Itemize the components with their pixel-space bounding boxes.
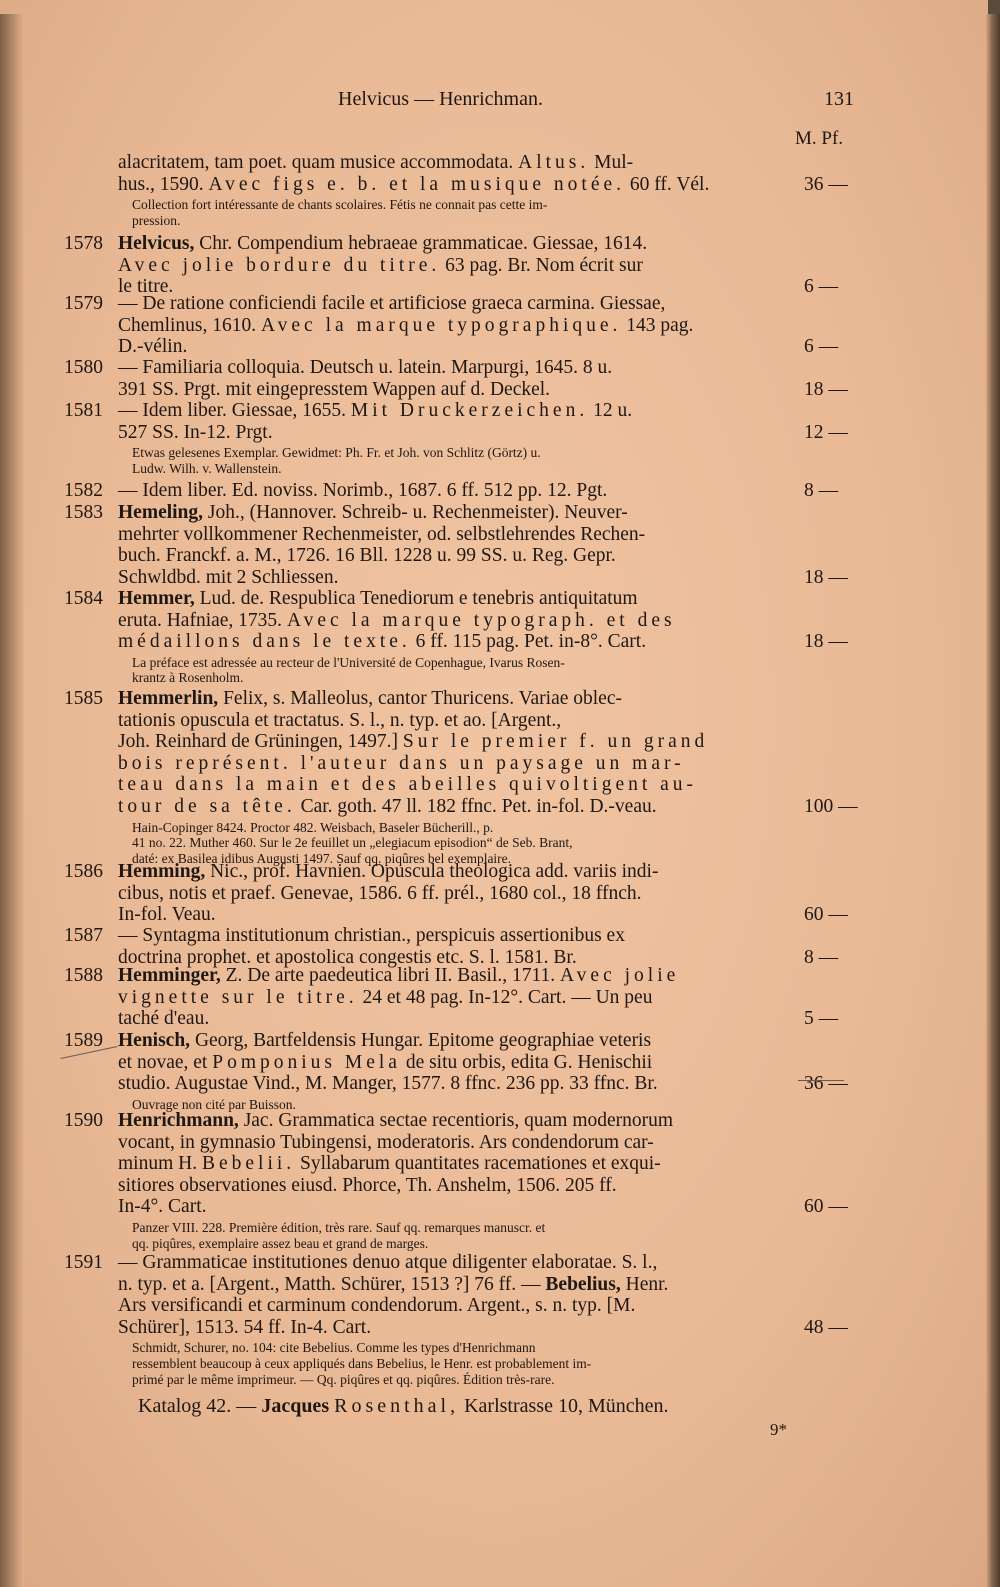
line-segment: In-4°. Cart.: [118, 1196, 207, 1218]
line-segment: Avec la marque typographique.: [261, 314, 622, 336]
line-segment: Avec figs e. b. et la musique notée.: [208, 173, 626, 195]
line-segment: Hemminger,: [118, 965, 221, 986]
entry-number: 1583: [64, 502, 103, 523]
entry-number: 1581: [64, 400, 103, 421]
line-segment: Sur le premier f. un grand: [402, 731, 709, 753]
line-segment: Schwldbd. mit 2 Schliessen.: [118, 566, 339, 588]
entry-line: [118, 524, 645, 546]
entry-price: 8 —: [804, 946, 839, 968]
entry-line: [118, 152, 633, 174]
entry-number: 1580: [64, 357, 103, 378]
entry-line: [118, 731, 708, 753]
line-segment: 527 SS. In-12. Prgt.: [118, 421, 273, 443]
line-segment: Henrichmann,: [118, 1110, 239, 1131]
entry-line: [118, 233, 647, 255]
line-segment: hus., 1590.: [118, 173, 209, 195]
entry-price: 60 —: [804, 1196, 848, 1218]
entry-note: La préface est adressée au recteur de l'Université de Copenhague, Ivarus Rosen-: [132, 654, 565, 670]
entry-note: Panzer VIII. 228. Première édition, très rare. Sauf qq. remarques manuscr. et: [132, 1220, 546, 1235]
line-segment: sitiores observationes eiusd. Phorce, Th. Anshelm, 1506. 205 ff.: [118, 1174, 617, 1196]
line-segment: minum H.: [118, 1153, 202, 1175]
line-segment: Georg, Bartfeldensis Hungar. Epitome geographiae veteris: [190, 1030, 652, 1051]
line-segment: de situ orbis, edita G. Henischii: [400, 1051, 653, 1073]
entry-line: [118, 1052, 652, 1074]
line-segment: tationis opuscula et tractatus. S. l., n. typ. et ao. [Argent.,: [118, 709, 562, 731]
entry-line: [118, 1073, 658, 1095]
entry-line: [118, 631, 646, 653]
entry-line: [118, 987, 652, 1009]
entry-price: 48 —: [804, 1316, 848, 1338]
line-segment: — Idem liber. Ed. noviss. Norimb., 1687. 6 ff. 512 pp. 12. Pgt.: [118, 480, 608, 501]
line-segment: buch. Franckf. a. M., 1726. 16 Bll. 1228 u. 99 SS. u. Reg. Gepr.: [118, 545, 616, 567]
entry-note: Ludw. Wilh. v. Wallenstein.: [132, 460, 282, 476]
entry-note: daté: ex Basilea idibus Augusti 1497. Sauf qq. piqûres bel exemplaire.: [132, 850, 512, 866]
entry-price: 100 —: [804, 796, 858, 817]
entry-price: 18 —: [804, 378, 848, 400]
entry-price: 18 —: [804, 631, 848, 653]
entry-line: [118, 567, 338, 589]
line-segment: Henr.: [620, 1273, 669, 1295]
line-segment: bois représent. l'auteur dans un paysage un mar-: [118, 752, 685, 774]
line-segment: Car. goth. 47 ll. 182 ffnc. Pet. in-fol. D.-veau.: [295, 796, 657, 817]
entry-line: [118, 480, 607, 502]
line-segment: cibus, notis et praef. Genevae, 1586. 6 ff. prél., 1680 col., 18 ffnch.: [118, 882, 642, 904]
entry-line: [118, 904, 216, 926]
line-segment: Nic., prof. Havnien. Opuscula theologica add. variis indi-: [205, 861, 659, 882]
entry-line: [118, 502, 628, 524]
entry-note: krantz à Rosenholm.: [132, 670, 244, 686]
entry-note: Schmidt, Schurer, no. 104: cite Bebelius. Comme les types d'Henrichmann: [132, 1340, 536, 1356]
entry-line: [118, 422, 273, 444]
entry-line: [118, 965, 679, 987]
entry-number: 1587: [64, 925, 103, 946]
line-segment: 63 pag. Br. Nom écrit sur: [440, 254, 643, 276]
line-segment: Joh. Reinhard de Grüningen, 1497.]: [118, 731, 403, 753]
entry-number: 1584: [64, 588, 103, 609]
line-segment: taché d'eau.: [118, 1008, 210, 1030]
line-segment: D.-vélin.: [118, 336, 188, 358]
entry-price: 60 —: [804, 904, 848, 926]
page-edge: [986, 14, 1000, 1587]
entry-line: [118, 336, 187, 358]
entry-price: 12 —: [804, 421, 848, 443]
line-segment: studio. Augustae Vind., M. Manger, 1577. 8 ffnc. 236 pp. 33 ffnc. Br.: [118, 1073, 658, 1095]
line-segment: vignette sur le titre.: [118, 986, 358, 1008]
entry-line: [118, 1030, 651, 1052]
line-segment: Henisch,: [118, 1030, 191, 1051]
entry-price: 18 —: [804, 566, 848, 588]
running-title: Helvicus — Henrichman.: [338, 88, 543, 110]
line-segment: alacritatem, tam poet. quam musice accommodata.: [118, 152, 519, 173]
entry-note: 41 no. 22. Muther 460. Sur le 2e feuillet un „elegiacum episodion“ de Seb. Brant,: [132, 835, 573, 851]
footer-dealer-first: Jacques: [261, 1395, 330, 1417]
line-segment: Avec jolie bordure du titre.: [118, 254, 441, 276]
entry-line: [118, 1153, 661, 1175]
entry-note: Collection fort intéressante de chants scolaires. Fétis ne connait pas cette im-: [132, 197, 548, 213]
entry-line: [118, 1110, 673, 1132]
signature-mark: 9*: [770, 1420, 787, 1439]
line-segment: Schürer], 1513. 54 ff. In-4. Cart.: [118, 1316, 372, 1338]
line-segment: Chemlinus, 1610.: [118, 314, 262, 336]
entry-line: [118, 1252, 657, 1274]
line-segment: Helvicus,: [118, 233, 195, 254]
line-segment: 391 SS. Prgt. mit eingepresstem Wappen auf d. Deckel.: [118, 378, 551, 400]
entry-note: pression.: [132, 212, 181, 228]
entry-note: qq. piqûres, exemplaire assez beau et grand de marges.: [132, 1235, 429, 1251]
line-segment: Syllabarum quantitates racemationes et exqui-: [295, 1153, 661, 1175]
entry-line: [118, 710, 561, 732]
entry-line: [118, 1008, 209, 1030]
line-segment: 12 u.: [588, 400, 633, 421]
entry-number: 1589: [64, 1030, 103, 1051]
entry-number: 1582: [64, 480, 103, 501]
entry-line: [118, 545, 616, 567]
entry-line: [118, 174, 709, 196]
entry-line: [118, 688, 622, 710]
line-segment: eruta. Hafniae, 1735.: [118, 609, 287, 631]
entry-number: 1588: [64, 965, 103, 986]
entry-note: ressemblent beaucoup à ceux appliqués dans Bebelius, le Henr. est probablement im-: [132, 1356, 592, 1371]
line-segment: Ars versificandi et carminum condendorum. Argent., s. n. typ. [M.: [118, 1295, 636, 1317]
entry-line: [118, 753, 685, 775]
line-segment: le titre.: [118, 276, 174, 298]
entry-price: 36 —: [804, 173, 848, 195]
entry-line: [118, 1175, 617, 1197]
line-segment: — Idem liber. Giessae, 1655.: [118, 400, 351, 421]
line-segment: Felix, s. Malleolus, cantor Thuricens. Variae oblec-: [218, 688, 622, 709]
line-segment: teau dans la main et des abeilles quivoltigent au-: [118, 774, 698, 796]
page-number: 131: [824, 88, 854, 110]
line-segment: — Familiaria colloquia. Deutsch u. latein. Marpurgi, 1645. 8 u.: [118, 357, 613, 378]
line-segment: Avec la marque typograph. et des: [286, 609, 676, 631]
entry-line: [118, 400, 632, 422]
entry-line: [118, 1274, 668, 1296]
line-segment: vocant, in gymnasio Tubingensi, moderatoris. Ars condendorum car-: [118, 1131, 654, 1153]
line-segment: Mul-: [589, 152, 634, 173]
entry-number: 1590: [64, 1110, 103, 1131]
footer-address: Karlstrasse 10, München.: [459, 1395, 669, 1417]
entry-number: 1579: [64, 293, 103, 314]
entry-line: [118, 774, 697, 796]
entry-price: 6 —: [804, 276, 839, 298]
entry-line: [118, 588, 638, 610]
entry-line: [118, 861, 658, 883]
line-segment: Mit Druckerzeichen.: [350, 400, 589, 421]
entry-line: [118, 1317, 371, 1339]
entry-note: Hain-Copinger 8424. Proctor 482. Weisbach, Baseler Bücherill., p.: [132, 819, 494, 835]
entry-line: [118, 357, 612, 379]
line-segment: médaillons dans le texte.: [118, 631, 411, 653]
footer-catalog: Katalog 42. —: [138, 1395, 262, 1417]
line-segment: 6 ff. 115 pag. Pet. in-8°. Cart.: [410, 631, 647, 653]
line-segment: — Syntagma institutionum christian., perspicuis assertionibus ex: [118, 925, 625, 946]
entry-number: 1591: [64, 1252, 103, 1273]
line-segment: Jac. Grammatica sectae recentioris, quam modernorum: [238, 1110, 674, 1131]
entry-line: [118, 925, 625, 947]
line-segment: doctrina prophet. et apostolica congestis etc. S. l. 1581. Br.: [118, 946, 577, 968]
line-segment: Bebelii.: [201, 1153, 296, 1175]
entry-line: [118, 1196, 206, 1218]
entry-note: primé par le même imprimeur. — Qq. piqûres et qq. piqûres. Édition très-rare.: [132, 1371, 555, 1387]
entry-line: [118, 1132, 654, 1154]
line-segment: Z. De arte paedeutica libri II. Basil., 1711.: [220, 965, 561, 986]
entry-line: [118, 255, 643, 277]
line-segment: Hemeling,: [118, 502, 204, 523]
entry-price: 5 —: [804, 1008, 839, 1030]
entry-line: [118, 610, 676, 632]
entry-line: [118, 1295, 635, 1317]
line-segment: Avec jolie: [560, 965, 680, 986]
book-spine: [0, 14, 24, 1587]
entry-line: [118, 796, 657, 818]
line-segment: et novae, et: [118, 1051, 213, 1073]
entry-line: [118, 293, 665, 315]
line-segment: Altus.: [518, 152, 590, 173]
line-segment: Hemming,: [118, 861, 206, 882]
entry-note: Ouvrage non cité par Buisson.: [132, 1096, 296, 1112]
entry-line: [118, 379, 550, 401]
line-segment: Hemmerlin,: [118, 688, 219, 709]
line-segment: In-fol. Veau.: [118, 904, 216, 926]
line-segment: tour de sa tête.: [118, 796, 296, 817]
entry-line: [118, 883, 641, 905]
entry-line: [118, 315, 693, 337]
line-segment: Lud. de. Respublica Tenediorum e tenebris antiquitatum: [194, 588, 638, 609]
catalog-footer: [138, 1395, 669, 1418]
entry-price: 36 —: [804, 1073, 848, 1095]
footer-dealer-name: Rosenthal,: [334, 1395, 460, 1417]
line-segment: 60 ff. Vél.: [625, 173, 710, 195]
line-segment: 24 et 48 pag. In-12°. Cart. — Un peu: [357, 986, 653, 1008]
line-segment: Pomponius Mela: [212, 1051, 401, 1073]
line-segment: — De ratione conficiendi facile et artificiose graeca carmina. Giessae,: [118, 293, 666, 314]
line-segment: Bebelius,: [545, 1273, 621, 1295]
line-segment: — Grammaticae institutiones denuo atque diligenter elaboratae. S. l.,: [118, 1252, 658, 1273]
line-segment: n. typ. et a. [Argent., Matth. Schürer, 1513 ?] 76 ff. —: [118, 1273, 546, 1295]
entry-number: 1586: [64, 861, 103, 882]
line-segment: Chr. Compendium hebraeae grammaticae. Giessae, 1614.: [194, 233, 648, 254]
pencil-strike-price: [798, 1080, 844, 1081]
line-segment: mehrter vollkommener Rechenmeister, od. selbstlehrendes Rechen-: [118, 523, 646, 545]
entry-number: 1578: [64, 233, 103, 254]
entry-note: Etwas gelesenes Exemplar. Gewidmet: Ph. Fr. et Joh. von Schlitz (Görtz) u.: [132, 445, 541, 461]
line-segment: 143 pag.: [621, 314, 694, 336]
currency-heading: M. Pf.: [795, 128, 844, 149]
line-segment: Joh., (Hannover. Schreib- u. Rechenmeister). Neuver-: [203, 502, 628, 523]
entry-price: 6 —: [804, 336, 839, 358]
line-segment: Hemmer,: [118, 588, 195, 609]
entry-price: 8 —: [804, 480, 839, 501]
entry-number: 1585: [64, 688, 103, 709]
